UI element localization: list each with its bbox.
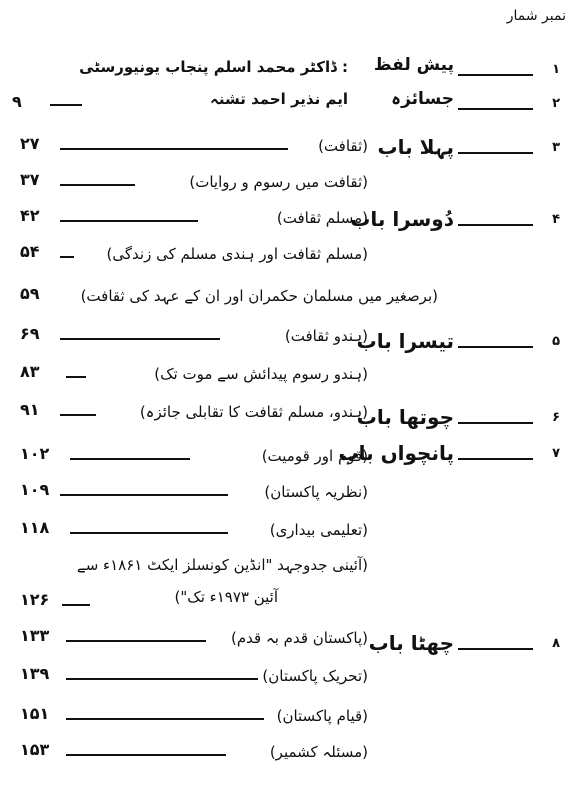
page-number: ۱۳۹: [20, 664, 50, 683]
entry-title: (ثقافت میں رسوم و روایات): [189, 173, 368, 191]
leader-line: [60, 494, 228, 496]
entry-title: (آئینی جدوجہد "انڈین کونسلز ایکٹ ۱۸۶۱ء سے: [76, 556, 368, 574]
leader-line: [60, 148, 288, 150]
page-number: ۱۱۸: [20, 518, 50, 537]
leader-line: [458, 422, 533, 424]
leader-line: [458, 648, 533, 650]
leader-line: [66, 718, 264, 720]
page-number: ۳۷: [20, 170, 40, 189]
toc-header: نمبر شمار: [506, 8, 566, 24]
page-number: ۱۰۹: [20, 480, 50, 499]
page-number: ۱۰۲: [20, 444, 50, 463]
entry-title: (تعلیمی بیداری): [269, 521, 368, 539]
review-heading: جسائزہ: [391, 89, 454, 109]
chapter-label: چھٹا باب: [368, 631, 454, 655]
entry-title: (قیام پاکستان): [276, 707, 368, 725]
chapter-label: دُوسرا باب: [350, 207, 454, 231]
leader-line: [70, 458, 190, 460]
chapter-label: تیسرا باب: [356, 329, 454, 353]
entry-title: (ثقافت): [318, 137, 368, 155]
entry-title: (ہندو ثقافت): [284, 327, 368, 345]
leader-line: [60, 220, 198, 222]
page-number: ۹۱: [20, 400, 40, 419]
leader-line: [66, 678, 258, 680]
entry-title: (تحریک پاکستان): [262, 667, 368, 685]
leader-line: [458, 74, 533, 76]
entry-title: (ہندو، مسلم ثقافت کا تقابلی جائزہ): [139, 403, 368, 421]
page-number: ۶۹: [20, 324, 40, 343]
entry-title: (مسلم ثقافت): [276, 209, 368, 227]
page-number: ۱۳۳: [20, 626, 50, 645]
foreword-heading: پیش لفظ: [373, 55, 454, 75]
leader-line: [60, 338, 220, 340]
entry-title-continued: آئین ۱۹۷۳ء تک"): [174, 588, 278, 606]
leader-line: [66, 640, 206, 642]
entry-title: (برصغیر میں مسلمان حکمران اور ان کے عہد کی ثقافت): [80, 287, 438, 305]
chapter-label: پہلا باب: [377, 135, 454, 159]
leader-line: [458, 346, 533, 348]
page-number: ۱۲۶: [20, 590, 50, 609]
leader-line: [458, 458, 533, 460]
page-number: ۱۵۳: [20, 740, 50, 759]
leader-line: [60, 414, 96, 416]
leader-line: [62, 604, 90, 606]
review-author: ایم نذیر احمد تشنہ: [210, 90, 348, 108]
entry-number: ۲: [552, 96, 560, 111]
leader-line: [66, 376, 86, 378]
page-number: ۸۳: [20, 362, 40, 381]
foreword-author: : ڈاکٹر محمد اسلم پنجاب یونیورسٹی: [79, 58, 348, 76]
page-number: ۵۴: [20, 242, 40, 261]
page-number: ۵۹: [20, 284, 40, 303]
chapter-label: چوتھا باب: [356, 405, 454, 429]
entry-number: ۱: [552, 62, 560, 77]
entry-number: ۶: [552, 410, 560, 425]
entry-number: ۵: [552, 334, 560, 349]
entry-title: (نظریہ پاکستان): [264, 483, 368, 501]
page-number: ۹: [12, 92, 22, 111]
leader-line: [66, 754, 226, 756]
page-number: ۱۵۱: [20, 704, 50, 723]
entry-number: ۴: [552, 212, 560, 227]
leader-line: [60, 256, 74, 258]
entry-title: (مسئلہ کشمیر): [269, 743, 368, 761]
page-number: ۴۲: [20, 206, 40, 225]
leader-line: [458, 224, 533, 226]
leader-line: [458, 152, 533, 154]
leader-line: [50, 104, 82, 106]
entry-title: (مسلم ثقافت اور ہندی مسلم کی زندگی): [106, 245, 368, 263]
chapter-label: پانچواں باب: [338, 441, 454, 465]
page-number: ۲۷: [20, 134, 40, 153]
entry-number: ۸: [552, 636, 560, 651]
entry-number: ۷: [552, 446, 560, 461]
entry-title: (ہندو رسوم پیدائش سے موت تک): [154, 365, 368, 383]
entry-title: (قوم اور قومیت): [261, 447, 368, 465]
leader-line: [458, 108, 533, 110]
leader-line: [70, 532, 228, 534]
leader-line: [60, 184, 135, 186]
entry-number: ۳: [552, 140, 560, 155]
entry-title: (پاکستان قدم بہ قدم): [230, 629, 368, 647]
